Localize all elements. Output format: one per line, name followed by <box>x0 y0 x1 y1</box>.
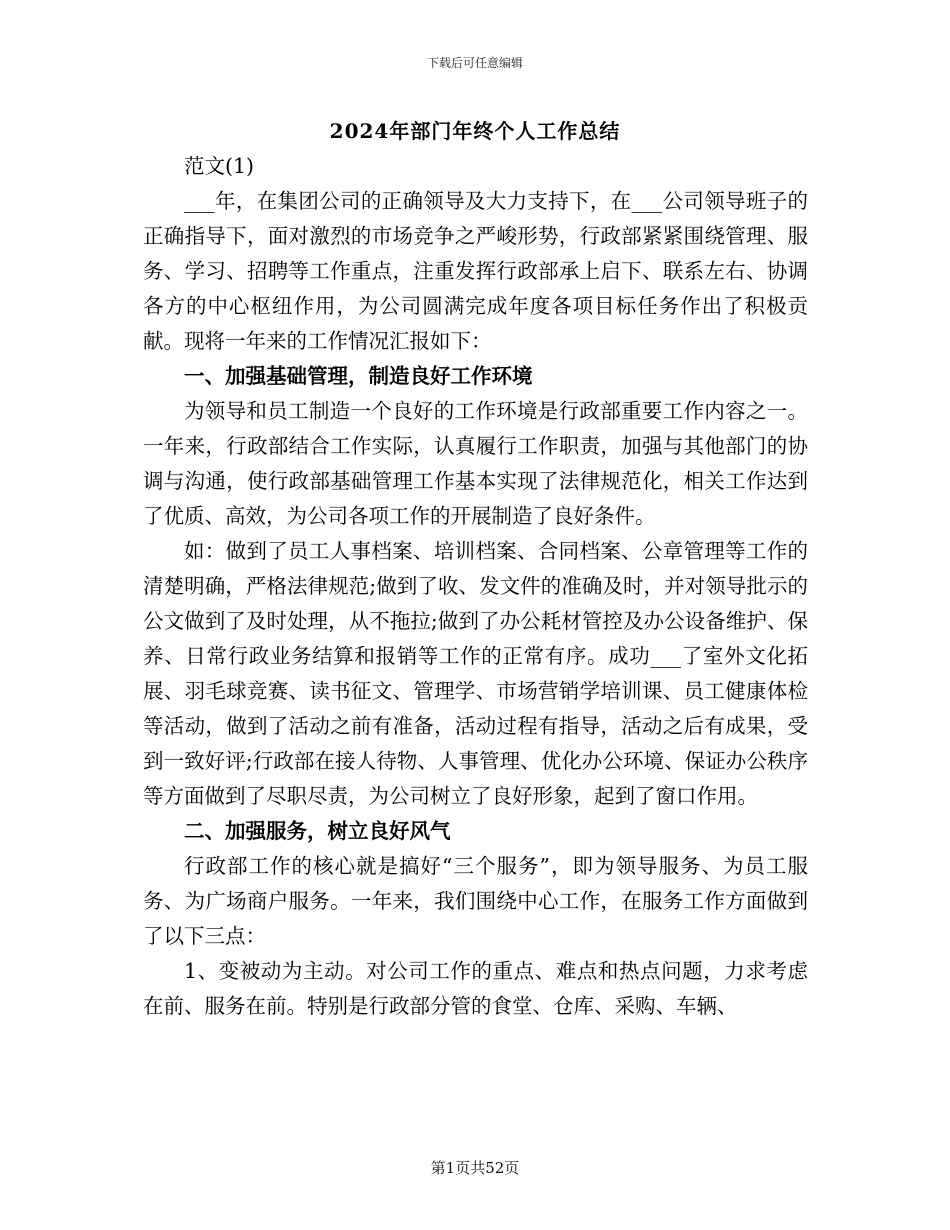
section-1-paragraph-2: 如：做到了员工人事档案、培训档案、合同档案、公章管理等工作的清楚明确，严格法律规范;做到了收、发文件的准确及时，并对领导批示的公文做到了及时处理，从不拖拉;做到了办公耗材管控及办公设备维护、保养、日常行政业务结算和报销等工作的正常有序。成功___了室外文化拓展、羽毛球竞赛、读书征文、管理学、市场营销学培训课、员工健康体检等活动，做到了活动之前有准备，活动过程有指导，活动之后有成果，受到一致好评;行政部在接人待物、人事管理、优化办公环境、保证办公秩序等方面做到了尽职尽责，为公司树立了良好形象，起到了窗口作用。 <box>143 539 808 808</box>
document-title: 2024年部门年终个人工作总结 <box>329 119 621 143</box>
section-1-paragraph-1: 为领导和员工制造一个良好的工作环境是行政部重要工作内容之一。一年来，行政部结合工作实际，认真履行工作职责，加强与其他部门的协调与沟通，使行政部基础管理工作基本实现了法律规范化，相关工作达到了优质、高效，为公司各项工作的开展制造了良好条件。 <box>143 399 808 528</box>
section-2-paragraph-1: 行政部工作的核心就是搞好“三个服务”，即为领导服务、为员工服务、为广场商户服务。一年来，我们围绕中心工作，在服务工作方面做到了以下三点： <box>143 854 808 948</box>
section-2-paragraph-2: 1、变被动为主动。对公司工作的重点、难点和热点问题，力求考虑在前、服务在前。特别是行政部分管的食堂、仓库、采购、车辆、 <box>143 959 808 1018</box>
page-header-note: 下载后可任意编辑 <box>426 56 523 70</box>
sample-label: 范文(1) <box>184 154 255 178</box>
section-heading-1: 一、加强基础管理，制造良好工作环境 <box>184 364 533 388</box>
intro-paragraph: ___年，在集团公司的正确领导及大力支持下，在___公司领导班子的正确指导下，面对激烈的市场竞争之严峻形势，行政部紧紧围绕管理、服务、学习、招聘等工作重点，注重发挥行政部承上启下、联系左右、协调各方的中心枢纽作用，为公司圆满完成年度各项目标任务作出了积极贡献。现将一年来的工作情况汇报如下： <box>143 189 808 353</box>
document-body <box>143 149 808 1024</box>
page-footer-number: 第1页共52页 <box>430 1159 520 1177</box>
section-heading-2: 二、加强服务，树立良好风气 <box>184 819 451 843</box>
